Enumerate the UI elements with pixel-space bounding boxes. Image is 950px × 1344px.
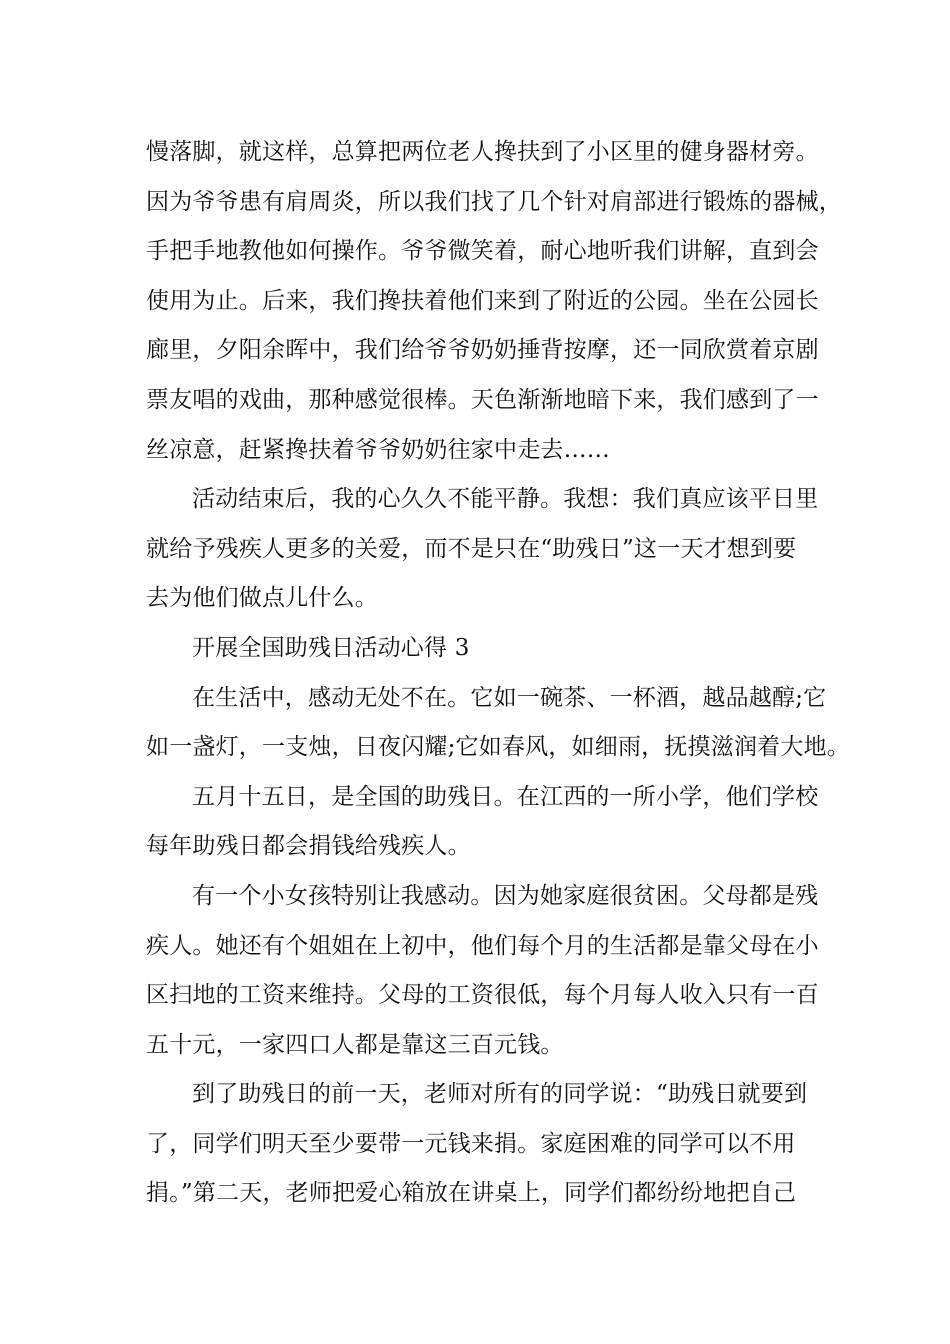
text-line: 如一盏灯，一支烛，日夜闪耀;它如春风，如细雨，抚摸滋润着大地。 <box>146 734 850 761</box>
paragraph-2 <box>146 475 819 624</box>
text-line: 因为爷爷患有肩周炎，所以我们找了几个针对肩部进行锻炼的器械， <box>146 188 842 215</box>
paragraph-3 <box>146 674 850 773</box>
text-line: 在生活中，感动无处不在。它如一碗茶、一杯酒，越品越醇;它 <box>192 684 827 711</box>
text-line: 手把手地教他如何操作。爷爷微笑着，耐心地听我们讲解，直到会 <box>146 238 819 265</box>
paragraph-1 <box>146 128 842 475</box>
text-line: 活动结束后，我的心久久不能平静。我想：我们真应该平日里 <box>192 486 819 513</box>
paragraph-4 <box>146 773 819 872</box>
section-title: 开展全国助残日活动心得 3 <box>192 634 470 661</box>
text-line: 捐。”第二天，老师把爱心箱放在讲桌上，同学们都纷纷地把自己 <box>146 1180 797 1207</box>
text-line: 廊里，夕阳余晖中，我们给爷爷奶奶捶背按摩，还一同欣赏着京剧 <box>146 337 819 364</box>
text-line: 每年助残日都会捐钱给残疾人。 <box>146 833 471 860</box>
text-line: 区扫地的工资来维持。父母的工资很低，每个月每人收入只有一百 <box>146 982 819 1009</box>
text-line: 丝凉意，赶紧搀扶着爷爷奶奶往家中走去…… <box>146 436 610 463</box>
text-line: 票友唱的戏曲，那种感觉很棒。天色渐渐地暗下来，我们感到了一 <box>146 386 819 413</box>
section-heading <box>146 624 812 674</box>
text-line: 去为他们做点儿什么。 <box>146 585 378 612</box>
paragraph-5 <box>146 872 819 1070</box>
text-line: 使用为止。后来，我们搀扶着他们来到了附近的公园。坐在公园长 <box>146 287 819 314</box>
text-line: 有一个小女孩特别让我感动。因为她家庭很贫困。父母都是残 <box>192 882 819 909</box>
text-line: 五月十五日，是全国的助残日。在江西的一所小学，他们学校 <box>192 783 819 810</box>
text-line: 疾人。她还有个姐姐在上初中，他们每个月的生活都是靠父母在小 <box>146 932 819 959</box>
document-page <box>146 128 850 1219</box>
paragraph-6 <box>146 1070 812 1219</box>
text-line: 到了助残日的前一天，老师对所有的同学说：“助残日就要到 <box>192 1081 808 1108</box>
text-line: 就给予残疾人更多的关爱，而不是只在“助残日”这一天才想到要 <box>146 535 797 562</box>
text-line: 五十元，一家四口人都是靠这三百元钱。 <box>146 1031 564 1058</box>
text-line: 了，同学们明天至少要带一元钱来捐。家庭困难的同学可以不用 <box>146 1130 796 1157</box>
text-line: 慢落脚，就这样，总算把两位老人搀扶到了小区里的健身器材旁。 <box>146 139 819 165</box>
